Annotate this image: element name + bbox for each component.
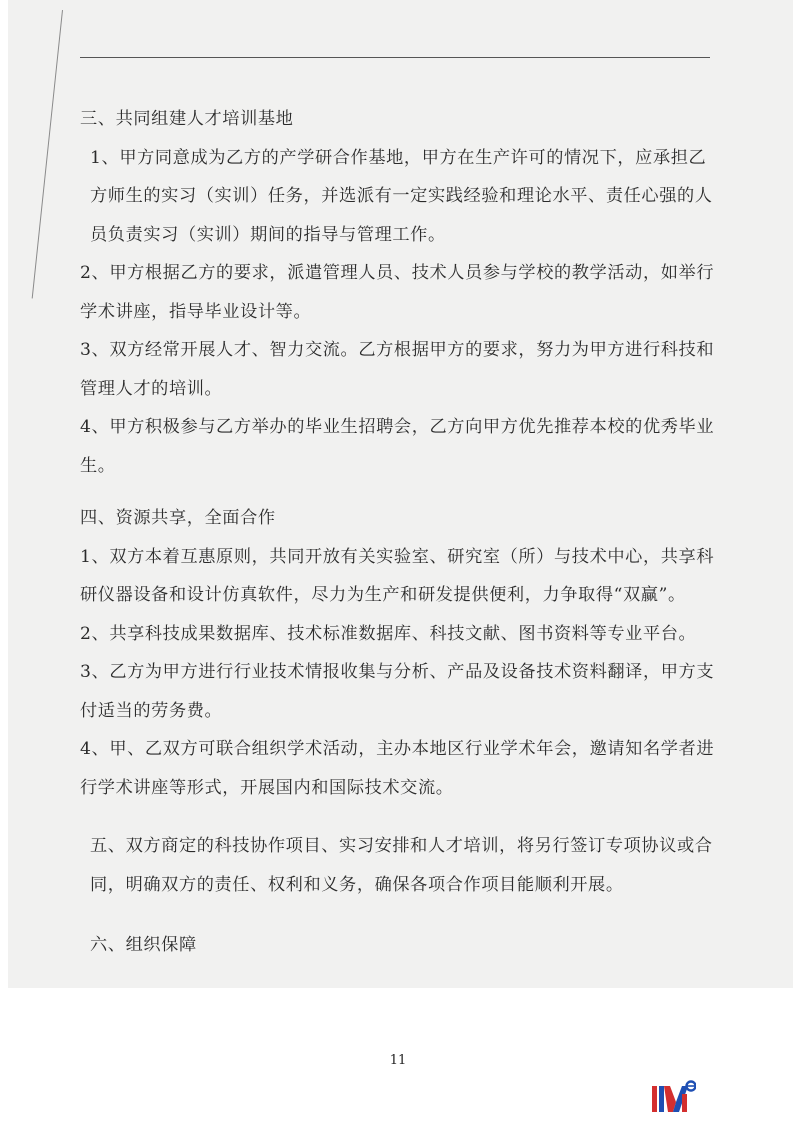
section-3-item-4: 4、甲方积极参与乙方举办的毕业生招聘会，乙方向甲方优先推荐本校的优秀毕业生。 bbox=[80, 417, 715, 476]
page-number: 11 bbox=[389, 1053, 407, 1068]
section-4-item-3: 3、乙方为甲方进行行业技术情报收集与分析、产品及设备技术资料翻译，甲方支付适当的劳务费。 bbox=[80, 662, 715, 721]
section-3-item-2: 2、甲方根据乙方的要求，派遣管理人员、技术人员参与学校的教学活动，如举行学术讲座，指导毕业设计等。 bbox=[80, 263, 715, 322]
section-6-heading: 六、组织保障 bbox=[90, 935, 197, 955]
section-3-heading: 三、共同组建人才培训基地 bbox=[80, 109, 294, 129]
section-3-item-1: 1、甲方同意成为乙方的产学研合作基地，甲方在生产许可的情况下，应承担乙方师生的实习（实训）任务，并选派有一定实践经验和理论水平、责任心强的人员负责实习（实训）期间的指导与管理工作。 bbox=[90, 147, 713, 245]
section-3-item-3: 3、双方经常开展人才、智力交流。乙方根据甲方的要求，努力为甲方进行科技和管理人才的培训。 bbox=[80, 340, 715, 399]
document-body bbox=[80, 100, 720, 965]
section-4-heading: 四、资源共享，全面合作 bbox=[80, 508, 276, 528]
me-logo-icon bbox=[652, 1080, 696, 1114]
section-5-paragraph: 五、双方商定的科技协作项目、实习安排和人才培训，将另行签订专项协议或合同，明确双方的责任、权利和义务，确保各项合作项目能顺利开展。 bbox=[90, 836, 713, 895]
section-4-item-1: 1、双方本着互惠原则，共同开放有关实验室、研究室（所）与技术中心，共享科研仪器设备和设计仿真软件，尽力为生产和研发提供便利，力争取得“双赢”。 bbox=[80, 546, 715, 605]
section-4-item-2: 2、共享科技成果数据库、技术标准数据库、科技文献、图书资料等专业平台。 bbox=[80, 623, 697, 644]
section-4-item-4: 4、甲、乙双方可联合组织学术活动，主办本地区行业学术年会，邀请知名学者进行学术讲座等形式，开展国内和国际技术交流。 bbox=[80, 739, 715, 798]
header-rule bbox=[80, 57, 710, 58]
